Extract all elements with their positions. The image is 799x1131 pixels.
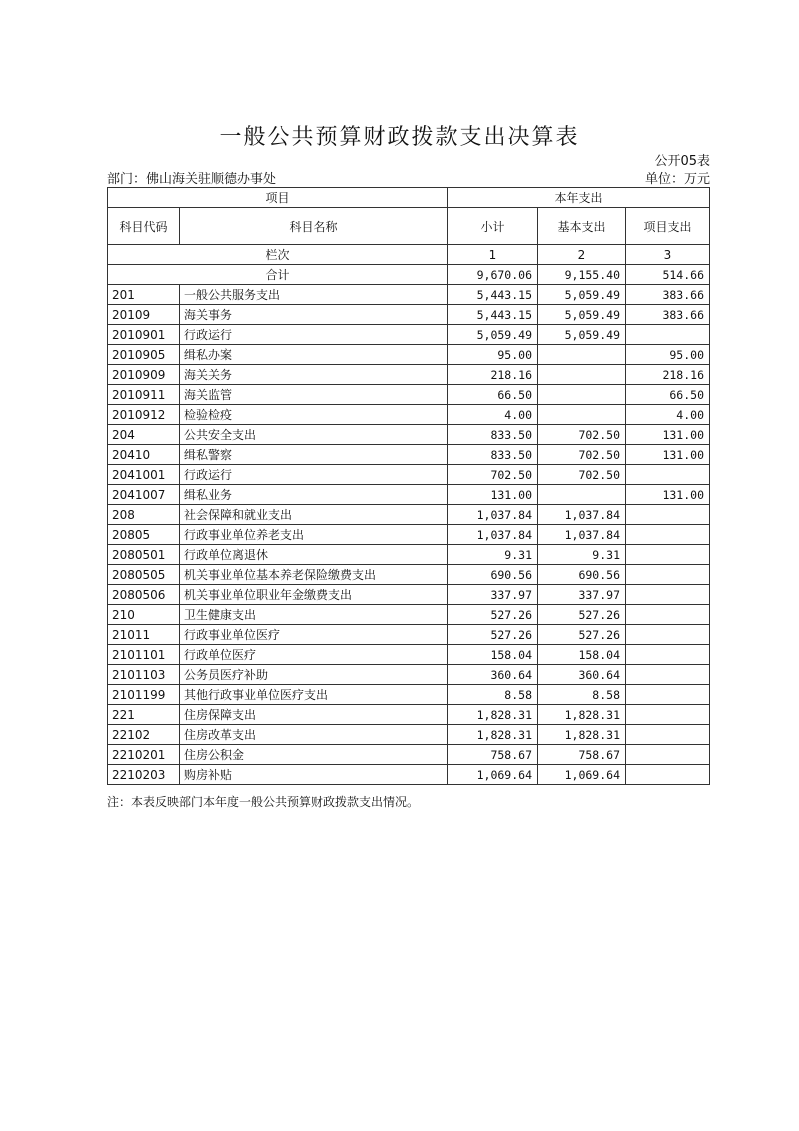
- header-basic: 基本支出: [538, 208, 626, 245]
- row-basic: 702.50: [538, 425, 626, 445]
- row-name: 其他行政事业单位医疗支出: [180, 685, 448, 705]
- row-project: 95.00: [626, 345, 710, 365]
- row-basic: 9.31: [538, 545, 626, 565]
- row-basic: 527.26: [538, 605, 626, 625]
- row-project: [626, 545, 710, 565]
- table-row: [108, 305, 710, 325]
- total-subtotal: 9,670.06: [448, 265, 538, 285]
- table-row: [108, 625, 710, 645]
- row-name: 缉私业务: [180, 485, 448, 505]
- row-basic: [538, 405, 626, 425]
- table-row: [108, 705, 710, 725]
- row-basic: [538, 345, 626, 365]
- row-project: [626, 665, 710, 685]
- row-project: [626, 625, 710, 645]
- row-name: 海关事务: [180, 305, 448, 325]
- row-basic: 690.56: [538, 565, 626, 585]
- row-name: 检验检疫: [180, 405, 448, 425]
- header-expense-group: 本年支出: [448, 188, 710, 208]
- row-subtotal: 758.67: [448, 745, 538, 765]
- row-name: 机关事业单位基本养老保险缴费支出: [180, 565, 448, 585]
- header-project: 项目支出: [626, 208, 710, 245]
- header-name: 科目名称: [180, 208, 448, 245]
- row-name: 行政单位离退休: [180, 545, 448, 565]
- row-name: 公务员医疗补助: [180, 665, 448, 685]
- row-subtotal: 9.31: [448, 545, 538, 565]
- row-subtotal: 1,828.31: [448, 725, 538, 745]
- row-basic: 360.64: [538, 665, 626, 685]
- row-subtotal: 95.00: [448, 345, 538, 365]
- table-row: [108, 605, 710, 625]
- table-row: [108, 365, 710, 385]
- row-project: [626, 685, 710, 705]
- row-code: 2010911: [108, 385, 180, 405]
- row-basic: 1,069.64: [538, 765, 626, 785]
- row-basic: [538, 385, 626, 405]
- table-row: [108, 285, 710, 305]
- row-name: 行政单位医疗: [180, 645, 448, 665]
- row-code: 204: [108, 425, 180, 445]
- page-title: 一般公共预算财政拨款支出决算表: [219, 125, 580, 150]
- row-code: 20109: [108, 305, 180, 325]
- header-group-row: [108, 188, 710, 208]
- total-project: 514.66: [626, 265, 710, 285]
- column-index-2: 2: [538, 245, 626, 265]
- row-name: 行政事业单位医疗: [180, 625, 448, 645]
- row-code: 20410: [108, 445, 180, 465]
- row-code: 2080501: [108, 545, 180, 565]
- row-basic: 337.97: [538, 585, 626, 605]
- row-basic: 5,059.49: [538, 325, 626, 345]
- table-row: [108, 385, 710, 405]
- table-row: [108, 425, 710, 445]
- row-code: 2210203: [108, 765, 180, 785]
- total-label: 合计: [108, 265, 448, 285]
- row-code: 2101199: [108, 685, 180, 705]
- row-name: 行政运行: [180, 465, 448, 485]
- row-name: 缉私警察: [180, 445, 448, 465]
- row-project: [626, 605, 710, 625]
- row-project: [626, 705, 710, 725]
- row-basic: 702.50: [538, 465, 626, 485]
- row-basic: 1,828.31: [538, 725, 626, 745]
- row-project: [626, 585, 710, 605]
- row-code: 2080505: [108, 565, 180, 585]
- column-index-row: [108, 245, 710, 265]
- table-row: [108, 585, 710, 605]
- row-name: 公共安全支出: [180, 425, 448, 445]
- table-row: [108, 765, 710, 785]
- table-row: [108, 685, 710, 705]
- row-subtotal: 218.16: [448, 365, 538, 385]
- row-name: 一般公共服务支出: [180, 285, 448, 305]
- footnote: 注：本表反映部门本年度一般公共预算财政拨款支出情况。: [107, 795, 420, 809]
- header-column-row: [108, 208, 710, 245]
- row-basic: 1,037.84: [538, 525, 626, 545]
- row-code: 210: [108, 605, 180, 625]
- unit-label: 单位：万元: [644, 172, 710, 187]
- row-project: [626, 725, 710, 745]
- row-name: 海关监管: [180, 385, 448, 405]
- row-subtotal: 1,069.64: [448, 765, 538, 785]
- table-row: [108, 545, 710, 565]
- row-project: 383.66: [626, 305, 710, 325]
- row-basic: 1,037.84: [538, 505, 626, 525]
- row-subtotal: 1,828.31: [448, 705, 538, 725]
- row-code: 2210201: [108, 745, 180, 765]
- table-body: [108, 285, 710, 785]
- department-label: 部门：佛山海关驻顺德办事处: [107, 172, 277, 187]
- row-project: 66.50: [626, 385, 710, 405]
- row-project: [626, 645, 710, 665]
- column-index-label: 栏次: [108, 245, 448, 265]
- row-code: 2010909: [108, 365, 180, 385]
- row-subtotal: 337.97: [448, 585, 538, 605]
- row-project: 131.00: [626, 425, 710, 445]
- row-subtotal: 5,443.15: [448, 305, 538, 325]
- row-basic: 5,059.49: [538, 285, 626, 305]
- row-subtotal: 66.50: [448, 385, 538, 405]
- row-code: 2010912: [108, 405, 180, 425]
- expenditure-table: [107, 187, 710, 785]
- row-subtotal: 360.64: [448, 665, 538, 685]
- row-subtotal: 158.04: [448, 645, 538, 665]
- row-code: 22102: [108, 725, 180, 745]
- row-name: 住房公积金: [180, 745, 448, 765]
- table-row: [108, 405, 710, 425]
- row-basic: [538, 485, 626, 505]
- row-name: 缉私办案: [180, 345, 448, 365]
- row-code: 201: [108, 285, 180, 305]
- total-row: [108, 265, 710, 285]
- row-code: 2041001: [108, 465, 180, 485]
- row-project: [626, 565, 710, 585]
- row-project: [626, 325, 710, 345]
- row-name: 海关关务: [180, 365, 448, 385]
- table-row: [108, 345, 710, 365]
- row-subtotal: 527.26: [448, 625, 538, 645]
- table-row: [108, 525, 710, 545]
- row-name: 卫生健康支出: [180, 605, 448, 625]
- row-subtotal: 1,037.84: [448, 505, 538, 525]
- row-subtotal: 690.56: [448, 565, 538, 585]
- row-project: 131.00: [626, 445, 710, 465]
- row-project: [626, 765, 710, 785]
- column-index-3: 3: [626, 245, 710, 265]
- row-basic: 758.67: [538, 745, 626, 765]
- total-basic: 9,155.40: [538, 265, 626, 285]
- row-code: 2010901: [108, 325, 180, 345]
- table-row: [108, 645, 710, 665]
- row-basic: [538, 365, 626, 385]
- table-row: [108, 445, 710, 465]
- header-code: 科目代码: [108, 208, 180, 245]
- table-row: [108, 325, 710, 345]
- row-basic: 5,059.49: [538, 305, 626, 325]
- row-basic: 8.58: [538, 685, 626, 705]
- row-subtotal: 5,059.49: [448, 325, 538, 345]
- row-subtotal: 1,037.84: [448, 525, 538, 545]
- row-code: 21011: [108, 625, 180, 645]
- row-code: 2010905: [108, 345, 180, 365]
- table-row: [108, 745, 710, 765]
- row-subtotal: 131.00: [448, 485, 538, 505]
- row-project: 383.66: [626, 285, 710, 305]
- row-project: [626, 465, 710, 485]
- column-index-1: 1: [448, 245, 538, 265]
- row-name: 机关事业单位职业年金缴费支出: [180, 585, 448, 605]
- row-subtotal: 8.58: [448, 685, 538, 705]
- header-subtotal: 小计: [448, 208, 538, 245]
- table-row: [108, 505, 710, 525]
- row-basic: 1,828.31: [538, 705, 626, 725]
- row-name: 购房补贴: [180, 765, 448, 785]
- row-subtotal: 5,443.15: [448, 285, 538, 305]
- row-code: 20805: [108, 525, 180, 545]
- row-basic: 158.04: [538, 645, 626, 665]
- row-project: 131.00: [626, 485, 710, 505]
- table-row: [108, 565, 710, 585]
- row-code: 208: [108, 505, 180, 525]
- row-code: 2041007: [108, 485, 180, 505]
- row-subtotal: 833.50: [448, 425, 538, 445]
- row-basic: 702.50: [538, 445, 626, 465]
- row-project: [626, 525, 710, 545]
- row-project: 218.16: [626, 365, 710, 385]
- row-name: 行政运行: [180, 325, 448, 345]
- form-number: 公开05表: [654, 154, 710, 169]
- row-project: 4.00: [626, 405, 710, 425]
- table-row: [108, 485, 710, 505]
- header-item-group: 项目: [108, 188, 448, 208]
- row-code: 2101101: [108, 645, 180, 665]
- table-row: [108, 465, 710, 485]
- row-project: [626, 505, 710, 525]
- row-name: 行政事业单位养老支出: [180, 525, 448, 545]
- row-code: 221: [108, 705, 180, 725]
- row-name: 社会保障和就业支出: [180, 505, 448, 525]
- row-subtotal: 527.26: [448, 605, 538, 625]
- row-subtotal: 4.00: [448, 405, 538, 425]
- row-subtotal: 833.50: [448, 445, 538, 465]
- row-name: 住房改革支出: [180, 725, 448, 745]
- table-row: [108, 725, 710, 745]
- table-row: [108, 665, 710, 685]
- row-code: 2101103: [108, 665, 180, 685]
- row-name: 住房保障支出: [180, 705, 448, 725]
- row-subtotal: 702.50: [448, 465, 538, 485]
- row-code: 2080506: [108, 585, 180, 605]
- row-basic: 527.26: [538, 625, 626, 645]
- row-project: [626, 745, 710, 765]
